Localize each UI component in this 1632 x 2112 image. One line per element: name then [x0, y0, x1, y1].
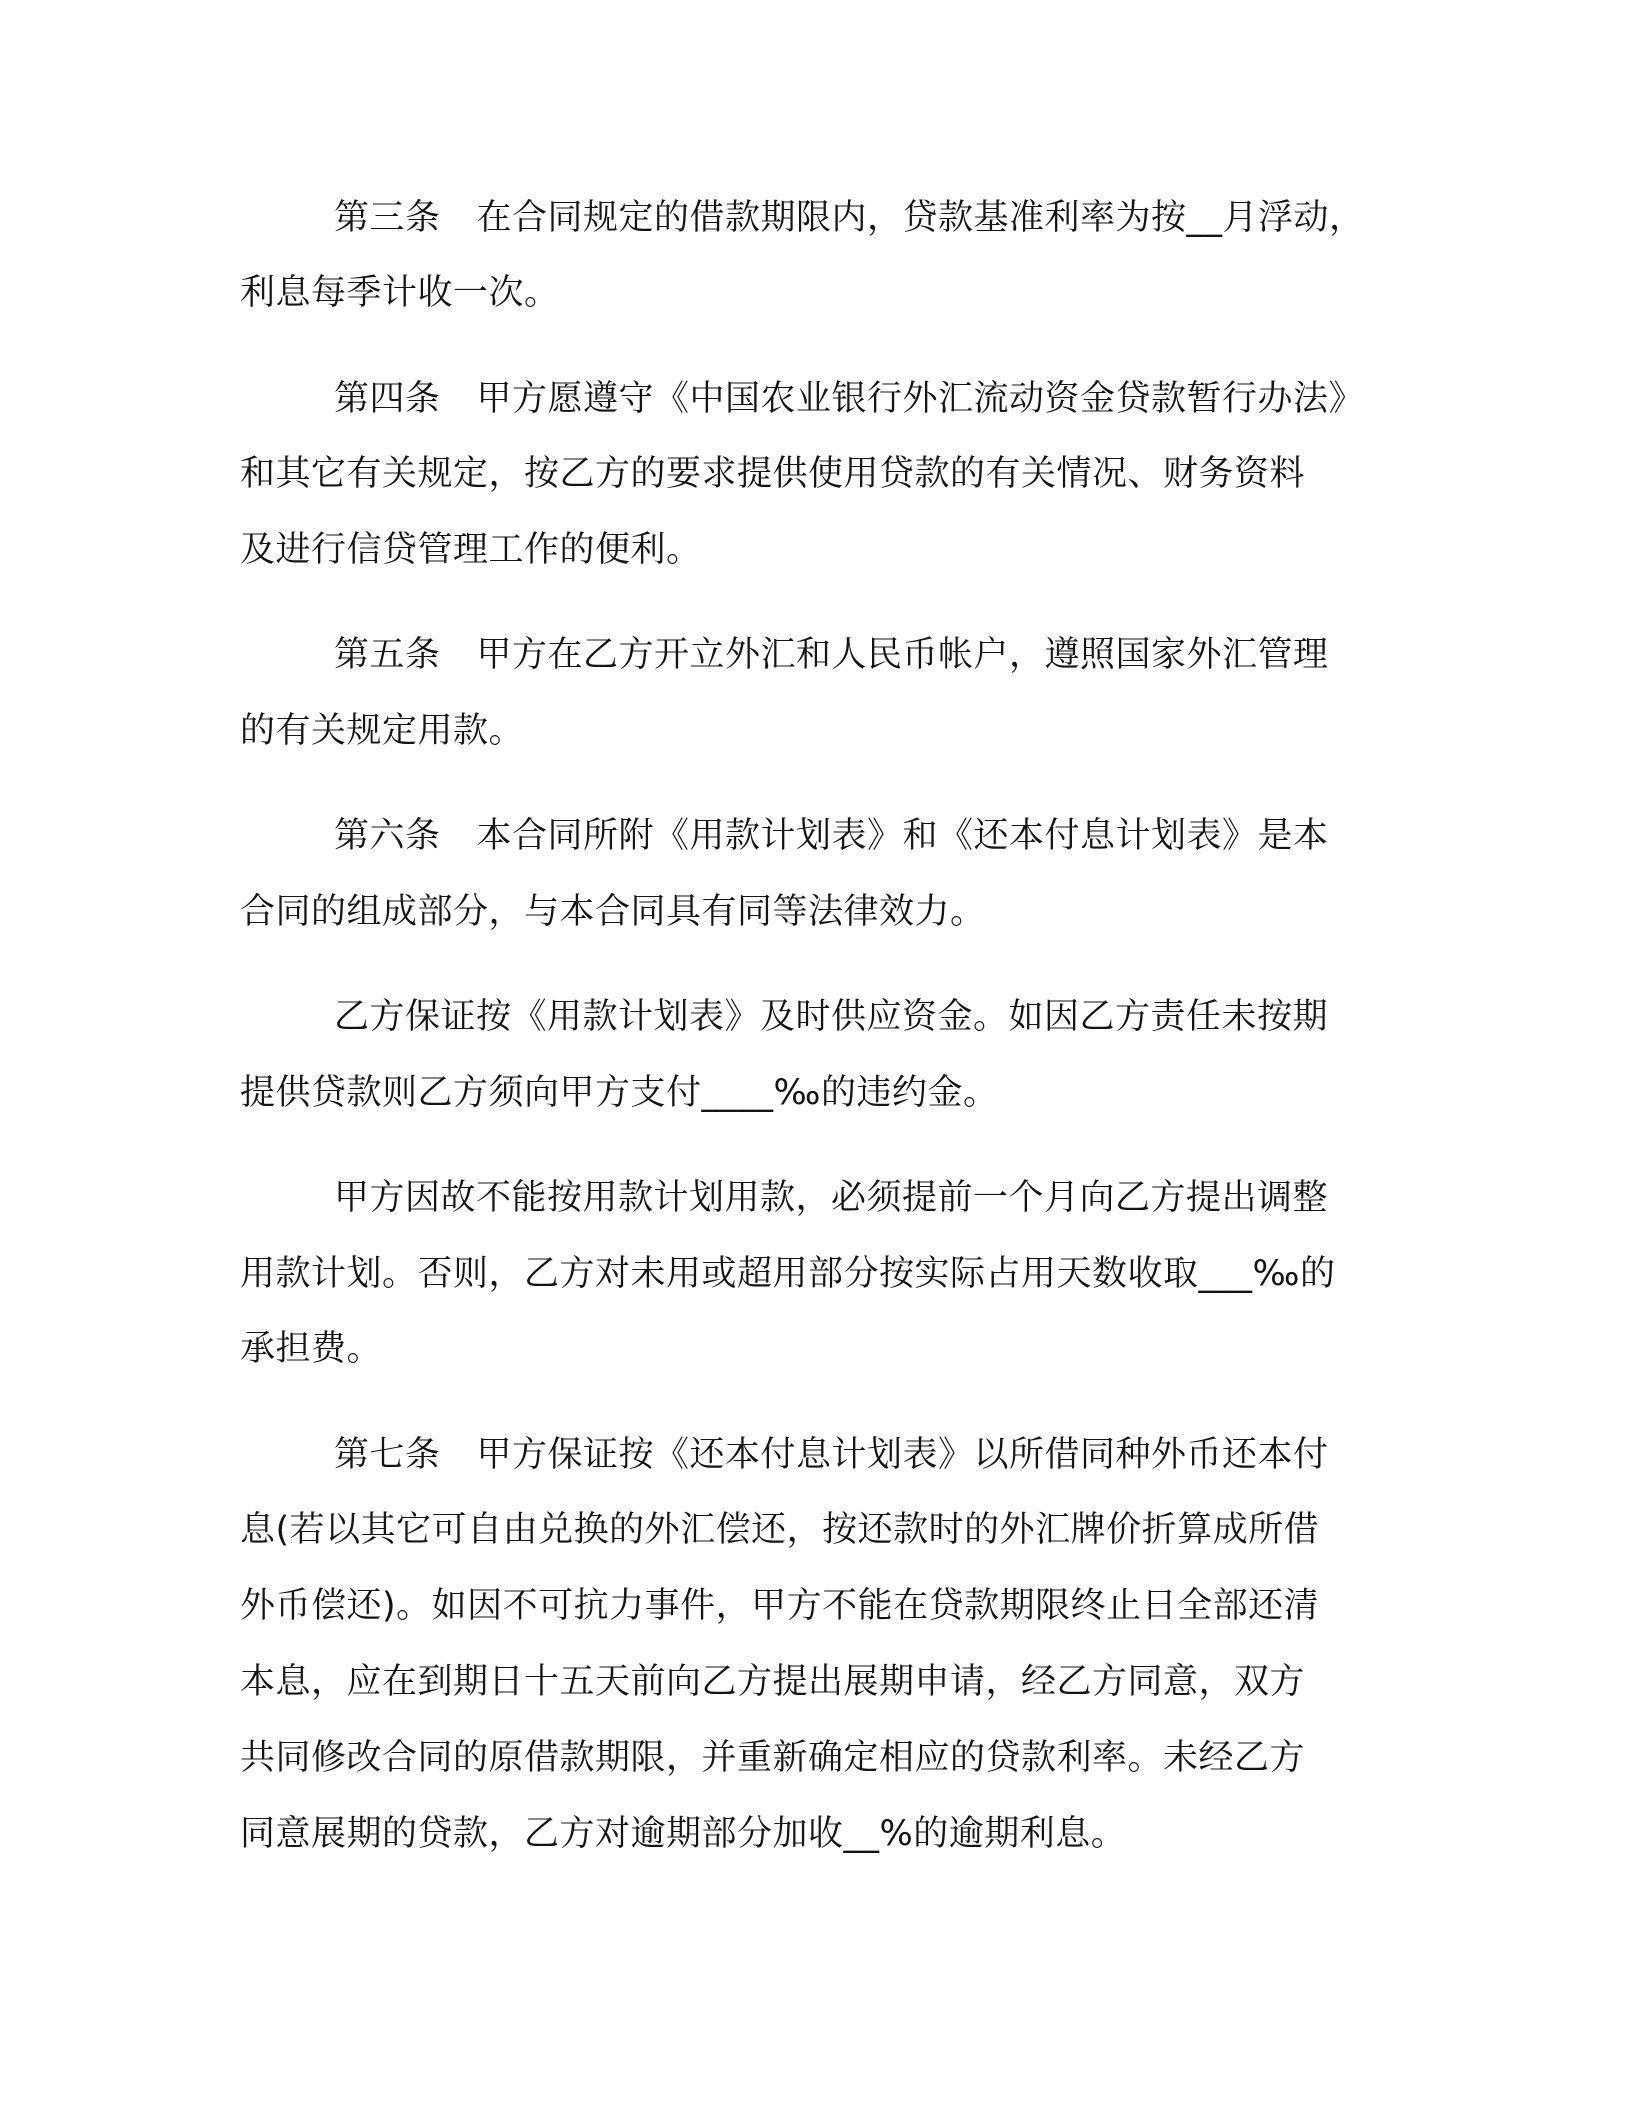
article-4-line-1 [334, 375, 1364, 423]
article-5-label: 第五条 [334, 635, 441, 675]
article-3-label: 第三条 [334, 198, 441, 238]
article-6-line-2: 合同的组成部分，与本合同具有同等法律效力。 [240, 892, 986, 932]
article-6-p2-line-1: 乙方保证按《用款计划表》及时供应资金。如因乙方责任未按期 [334, 997, 1329, 1037]
article-6-p2-line-2: 提供贷款则乙方须向甲方支付____‰的违约金。 [240, 1073, 999, 1113]
article-4-text: 甲方愿遵守《中国农业银行外汇流动资金贷款暂行办法》 [476, 379, 1365, 419]
article-6-text: 本合同所附《用款计划表》和《还本付息计划表》是本 [476, 816, 1329, 856]
article-6-p3-line-3: 承担费。 [240, 1329, 383, 1369]
article-7-line-4: 本息，应在到期日十五天前向乙方提出展期申请，经乙方同意，双方 [240, 1662, 1306, 1702]
article-6-p3-line-1: 甲方因故不能按用款计划用款，必须提前一个月向乙方提出调整 [334, 1178, 1329, 1218]
article-3-text: 在合同规定的借款期限内，贷款基准利率为按__月浮动， [476, 198, 1365, 238]
article-6-p3-line-2: 用款计划。否则，乙方对未用或超用部分按实际占用天数收取___‰的 [240, 1254, 1336, 1294]
article-4-label: 第四条 [334, 379, 441, 419]
article-7-line-5: 共同修改合同的原借款期限，并重新确定相应的贷款利率。未经乙方 [240, 1738, 1306, 1778]
article-3-line-1 [334, 194, 1365, 242]
article-3-line-2: 利息每季计收一次。 [240, 273, 560, 313]
article-4-line-3: 及进行信贷管理工作的便利。 [240, 530, 702, 570]
article-5-line-1 [334, 631, 1329, 679]
article-7-line-2: 息(若以其它可自由兑换的外汇偿还，按还款时的外汇牌价折算成所借 [240, 1510, 1320, 1550]
article-7-label: 第七条 [334, 1435, 441, 1475]
article-7-line-6: 同意展期的贷款，乙方对逾期部分加收__%的逾期利息。 [240, 1814, 1127, 1854]
article-6-line-1 [334, 812, 1329, 860]
article-6-label: 第六条 [334, 816, 441, 856]
article-5-line-2: 的有关规定用款。 [240, 711, 525, 751]
article-7-text: 甲方保证按《还本付息计划表》以所借同种外币还本付 [476, 1435, 1329, 1475]
article-5-text: 甲方在乙方开立外汇和人民币帐户，遵照国家外汇管理 [476, 635, 1329, 675]
article-4-line-2: 和其它有关规定，按乙方的要求提供使用贷款的有关情况、财务资料 [240, 454, 1306, 494]
article-7-line-1 [334, 1431, 1329, 1479]
article-7-line-3: 外币偿还)。如因不可抗力事件，甲方不能在贷款期限终止日全部还清 [240, 1586, 1320, 1626]
